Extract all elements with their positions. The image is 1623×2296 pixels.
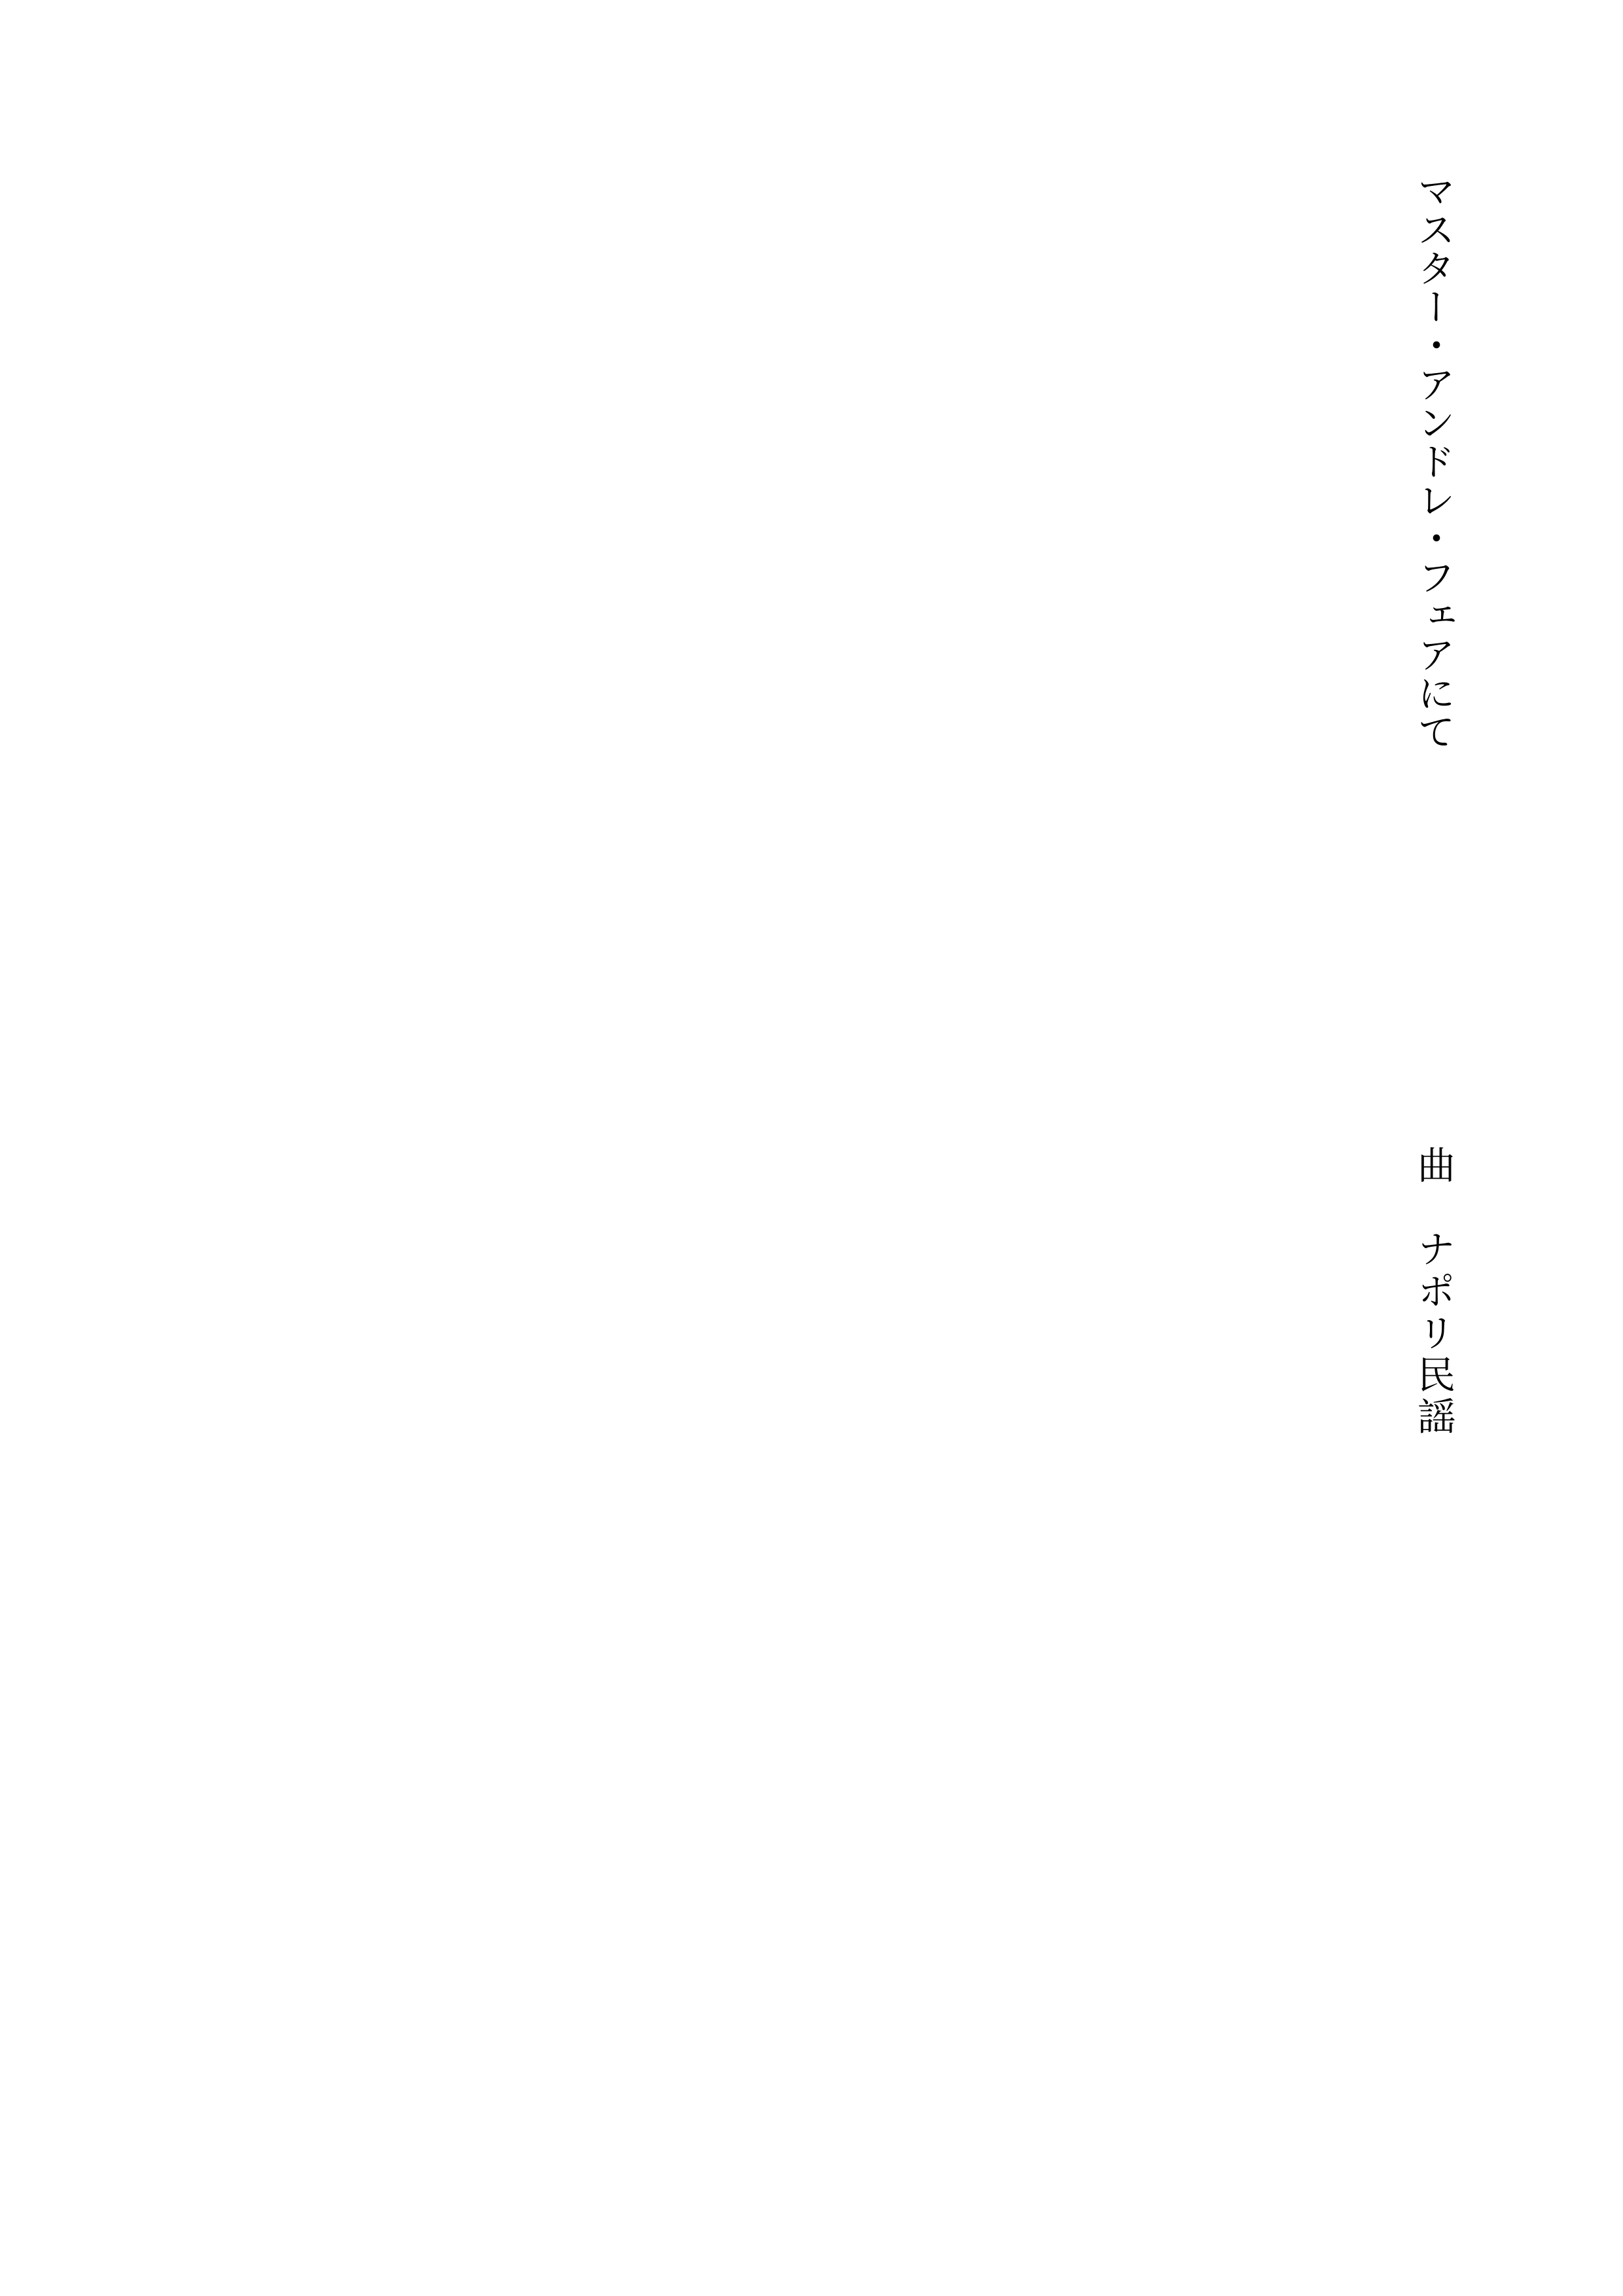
composer-credit: 曲 ナポリ民謡 bbox=[1411, 1145, 1455, 1439]
song-title: マスター・アンドレ・フェアにて bbox=[1411, 171, 1455, 751]
